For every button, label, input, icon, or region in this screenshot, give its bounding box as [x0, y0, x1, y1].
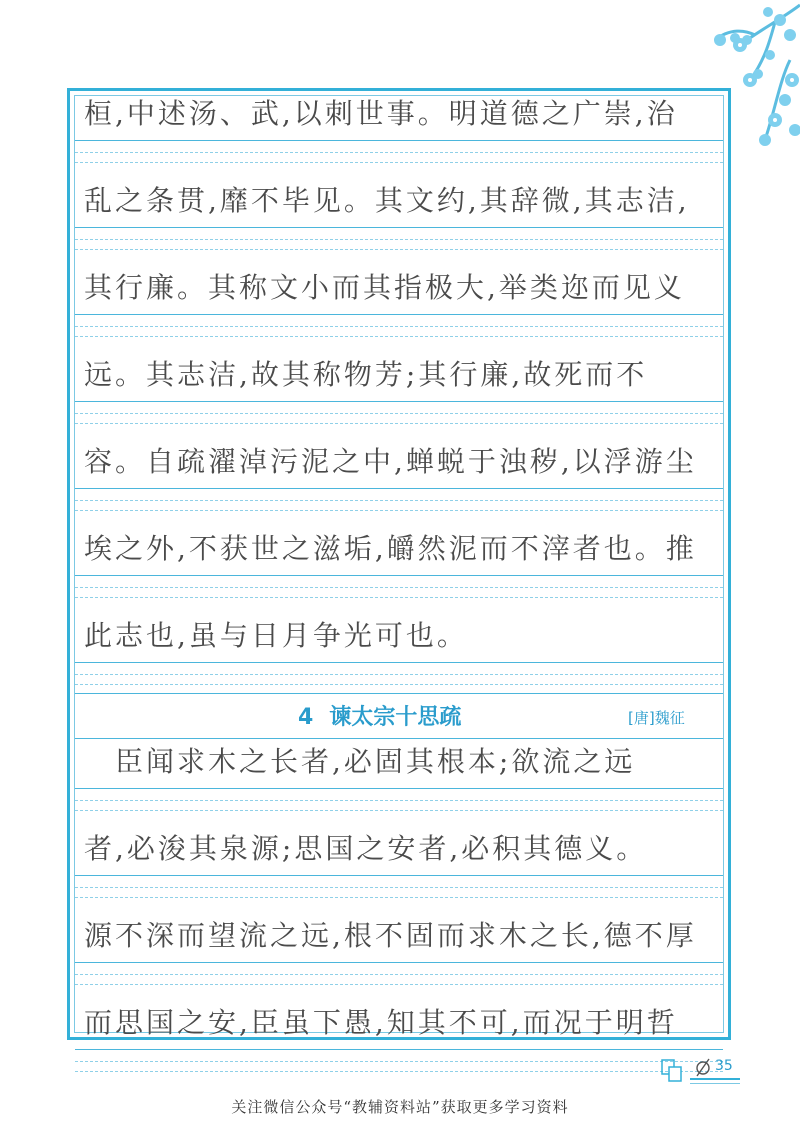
guide-line	[75, 239, 723, 240]
text-line: 容。自疏濯淖污泥之中,蝉蜕于浊秽,以浮游尘	[84, 445, 697, 478]
guide-line	[75, 413, 723, 414]
guide-line	[75, 1071, 723, 1072]
guide-line	[75, 510, 723, 511]
empty-set-mark	[694, 1056, 712, 1078]
text-line: 其行廉。其称文小而其指极大,举类迩而见义	[84, 271, 685, 304]
text-line: 远。其志洁,故其称物芳;其行廉,故死而不	[84, 358, 648, 391]
page-number: 35	[715, 1058, 733, 1074]
text-line: 乱之条贯,靡不毕见。其文约,其辞微,其志洁,	[84, 184, 690, 217]
text-line: 源不深而望流之远,根不固而求木之长,德不厚	[84, 919, 697, 952]
text-line: 者,必浚其泉源;思国之安者,必积其德义。	[84, 832, 648, 865]
footer-note: 关注微信公众号“教辅资料站”获取更多学习资料	[231, 1098, 569, 1116]
text-line: 而思国之安,臣虽下愚,知其不可,而况于明哲	[84, 1006, 678, 1039]
page-rule-thin	[690, 1083, 740, 1084]
guide-line	[75, 674, 723, 675]
guide-line	[75, 597, 723, 598]
guide-line	[75, 326, 723, 327]
guide-line	[75, 423, 723, 424]
guide-line	[75, 897, 723, 898]
guide-line	[75, 974, 723, 975]
guide-line	[75, 684, 723, 685]
guide-line	[75, 336, 723, 337]
guide-line	[75, 500, 723, 501]
text-line: 桓,中述汤、武,以刺世事。明道德之广崇,治	[84, 97, 678, 130]
page-corner-icon	[660, 1058, 684, 1084]
guide-line	[75, 587, 723, 588]
text-line: 埃之外,不获世之滋垢,皭然泥而不滓者也。推	[84, 532, 697, 565]
text-line: 此志也,虽与日月争光可也。	[84, 619, 468, 652]
guide-line	[75, 249, 723, 250]
guide-line	[75, 887, 723, 888]
section-title	[292, 702, 467, 734]
guide-line	[75, 162, 723, 163]
guide-line	[75, 810, 723, 811]
section-title-text: 谏太宗十思疏	[329, 705, 462, 730]
section-author: [唐]魏征	[624, 706, 689, 730]
guide-line	[75, 152, 723, 153]
guide-line	[75, 800, 723, 801]
page-rule	[690, 1078, 740, 1080]
section-number: 4	[298, 705, 314, 730]
text-line: 臣闻求木之长者,必固其根本;欲流之远	[84, 745, 636, 778]
guide-line	[75, 1061, 723, 1062]
guide-line	[75, 984, 723, 985]
guide-line	[75, 693, 723, 694]
